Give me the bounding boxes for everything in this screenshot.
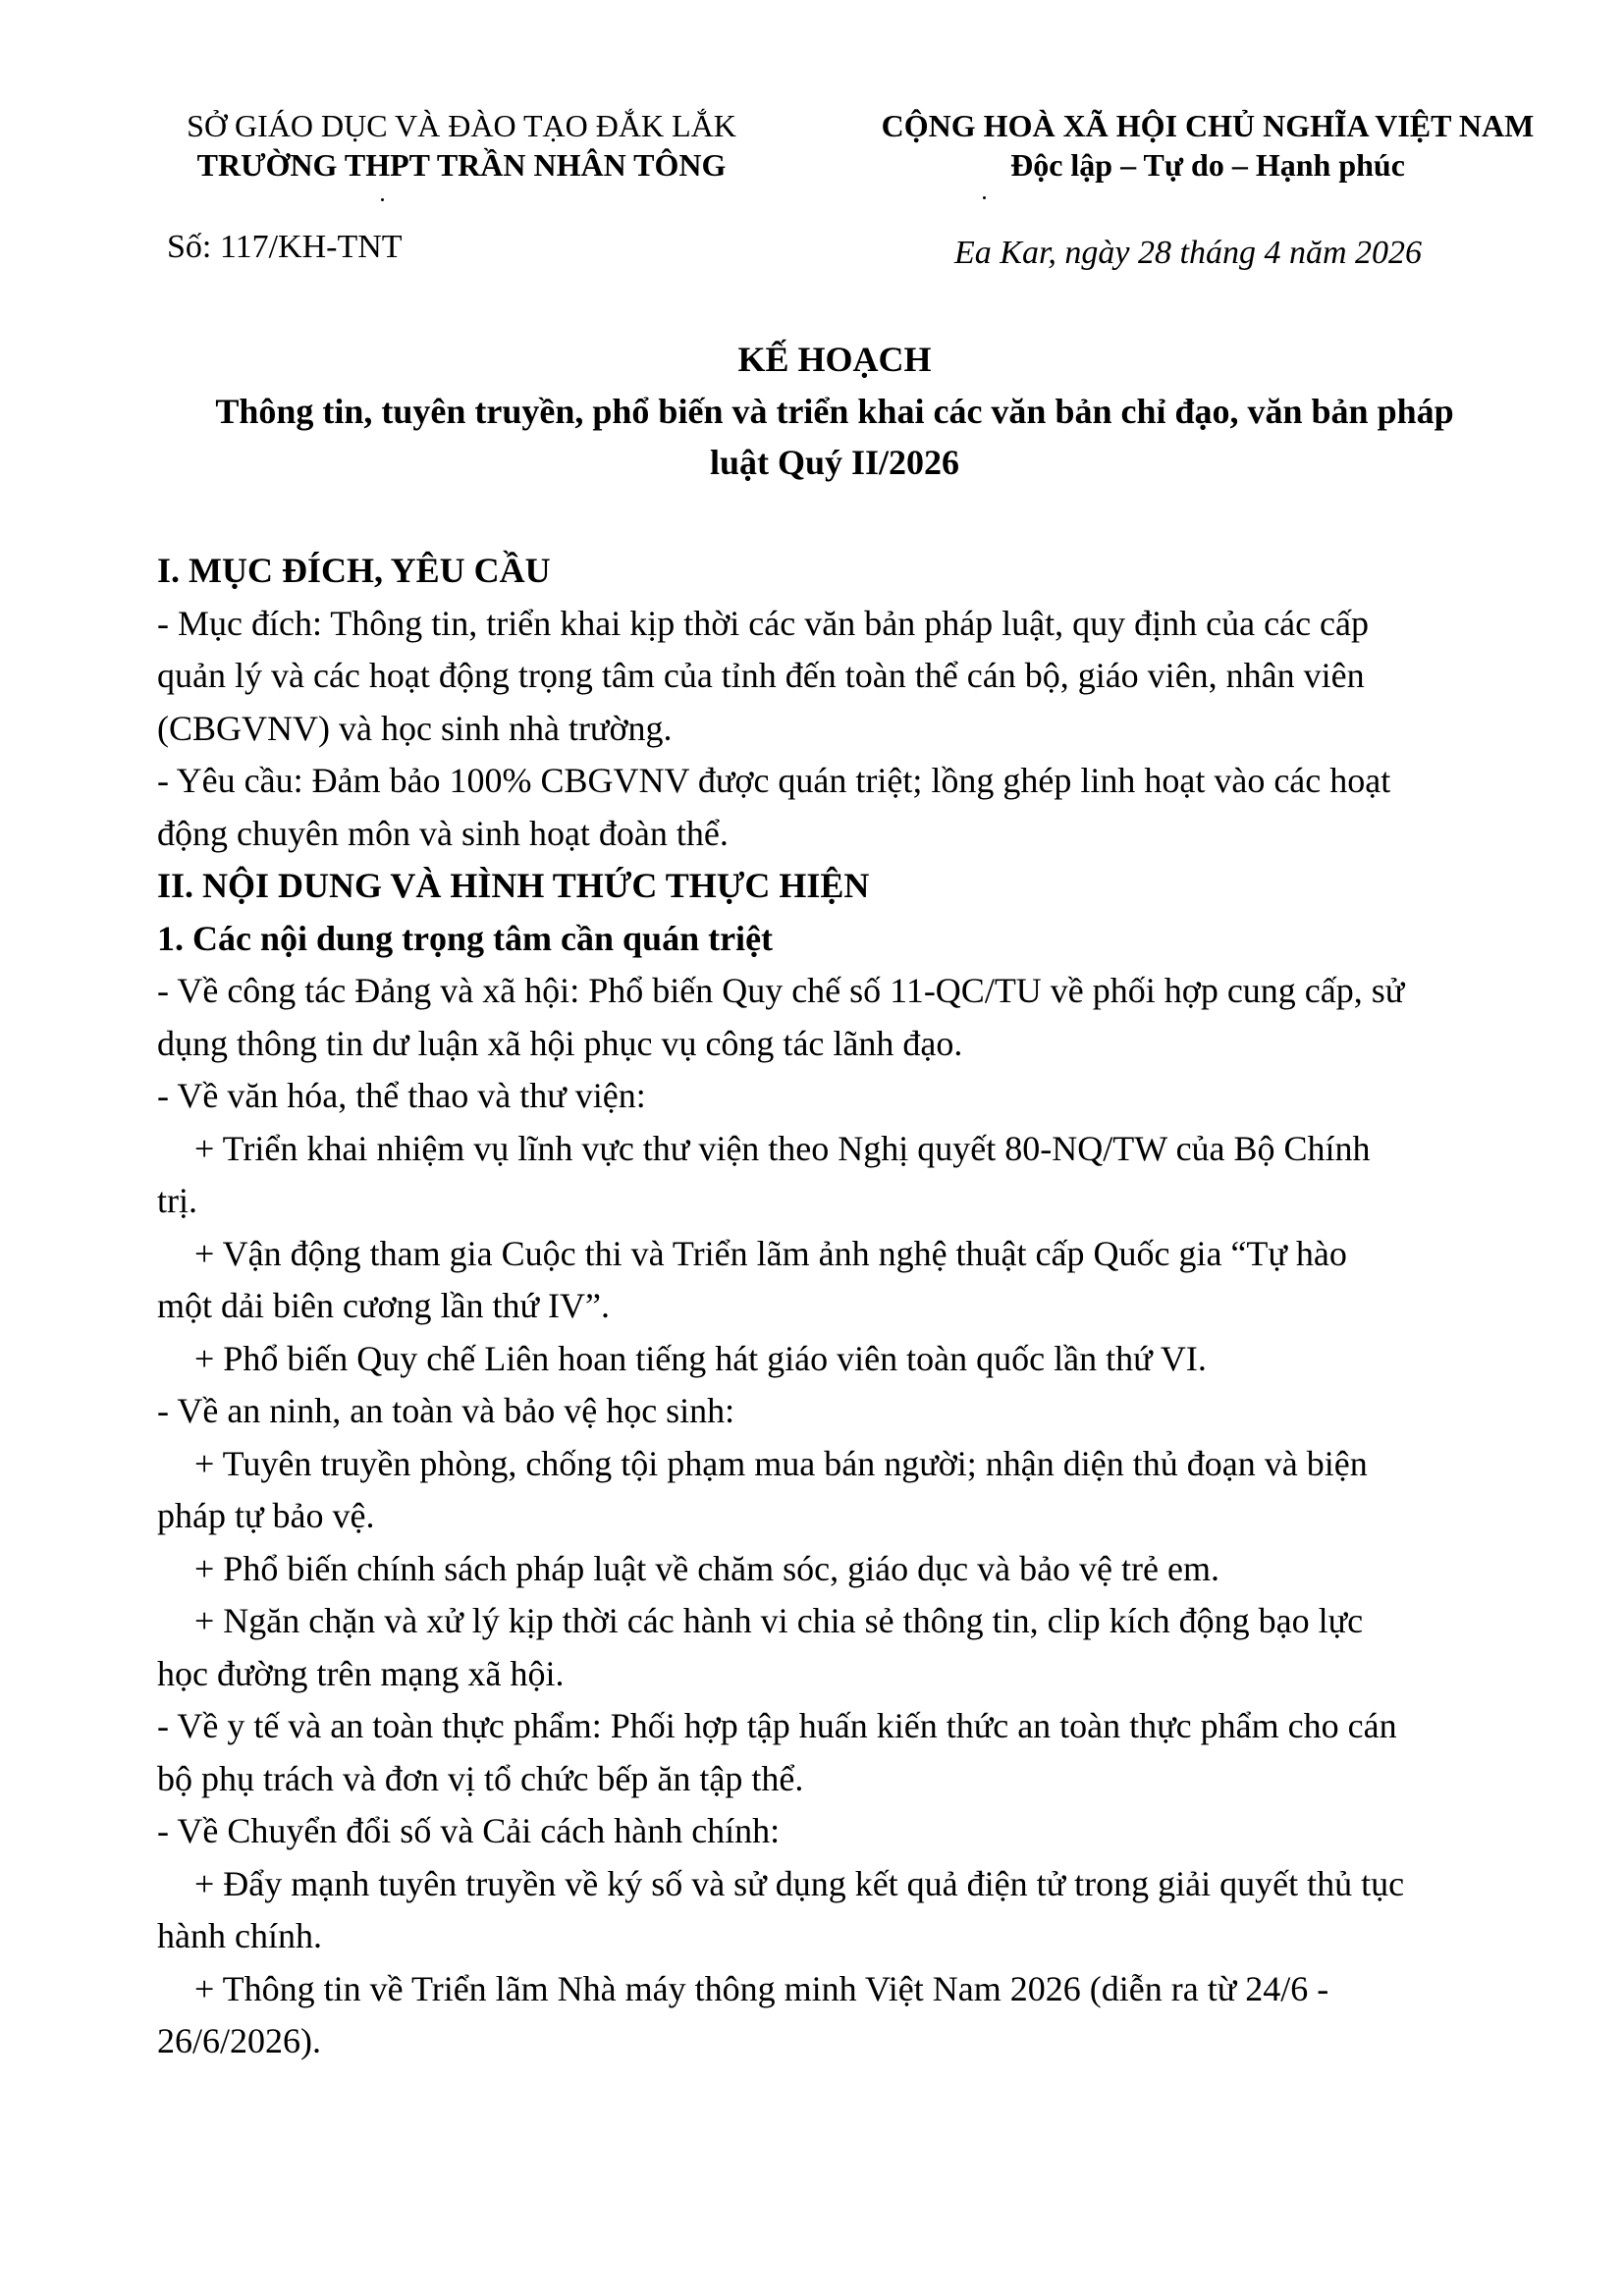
place-and-date: Ea Kar, ngày 28 tháng 4 năm 2026 [954,235,1422,271]
document-number: Số: 117/KH-TNT [167,229,403,265]
body-line: - Về y tế và an toàn thực phẩm: Phối hợp tập huấn kiến thức an toàn thực phẩm cho cán [157,1706,1397,1745]
body-line: - Về văn hóa, thể thao và thư viện: [157,1076,646,1115]
body-line: pháp tự bảo vệ. [157,1496,375,1535]
bullet-line: + Đẩy mạnh tuyên truyền về ký số và sử dụng kết quả điện tử trong giải quyết thủ tục [194,1863,1405,1903]
body-line: - Về công tác Đảng và xã hội: Phổ biến Quy chế số 11-QC/TU về phối hợp cung cấp, sử [157,971,1405,1010]
body-line: 26/6/2026). [157,2021,321,2060]
bullet-line: + Phổ biến chính sách pháp luật về chăm sóc, giáo dục và bảo vệ trẻ em. [194,1548,1219,1588]
body-line: - Yêu cầu: Đảm bảo 100% CBGVNV được quán triệt; lồng ghép linh hoạt vào các hoạt [157,761,1391,800]
body-line: dụng thông tin dư luận xã hội phục vụ công tác lãnh đạo. [157,1023,963,1063]
body-line: - Về Chuyển đổi số và Cải cách hành chính: [157,1811,781,1850]
body-line: bộ phụ trách và đơn vị tổ chức bếp ăn tập thể. [157,1758,804,1798]
bullet-line: + Triển khai nhiệm vụ lĩnh vực thư viện theo Nghị quyết 80-NQ/TW của Bộ Chính [194,1128,1371,1168]
body-line: - Mục đích: Thông tin, triển khai kịp thời các văn bản pháp luật, quy định của các cấp [157,603,1370,643]
bullet-line: + Tuyên truyền phòng, chống tội phạm mua bán người; nhận diện thủ đoạn và biện [194,1443,1368,1483]
title-line: luật Quý II/2026 [709,443,960,482]
subsection-heading: 1. Các nội dung trọng tâm cần quán triệt [157,918,774,958]
body-line: động chuyên môn và sinh hoạt đoàn thể. [157,813,729,853]
document-title [157,334,1512,489]
body-line: quản lý và các hoạt động trọng tâm của tỉnh đến toàn thể cán bộ, giáo viên, nhân viên [157,656,1365,695]
bullet-line: + Ngăn chặn và xử lý kịp thời các hành vi chia sẻ thông tin, clip kích động bạo lực [194,1601,1364,1640]
section-heading: I. MỤC ĐÍCH, YÊU CẦU [157,551,551,590]
bullet-line: + Phổ biến Quy chế Liên hoan tiếng hát giáo viên toàn quốc lần thứ VI. [194,1338,1207,1378]
document-body [157,545,1522,2068]
separator-dot [381,198,384,201]
bullet-line: + Thông tin về Triển lãm Nhà máy thông minh Việt Nam 2026 (diễn ra từ 24/6 - [194,1968,1329,2008]
body-line: hành chính. [157,1916,322,1955]
section-heading: II. NỘI DUNG VÀ HÌNH THỨC THỰC HIỆN [157,866,870,905]
separator-dot [983,196,986,199]
school-name: TRƯỜNG THPT TRẦN NHÂN TÔNG [196,147,727,183]
bullet-line: + Vận động tham gia Cuộc thi và Triển lãm ảnh nghệ thuật cấp Quốc gia “Tự hào [194,1233,1347,1273]
body-line: học đường trên mạng xã hội. [157,1653,565,1693]
national-motto: Độc lập – Tự do – Hạnh phúc [1010,147,1405,183]
body-line: trị. [157,1181,197,1220]
agency-name: SỞ GIÁO DỤC VÀ ĐÀO TẠO ĐẮK LẮK [187,108,736,143]
body-line: một dải biên cương lần thứ IV”. [157,1286,610,1325]
title-line: Thông tin, tuyên truyền, phổ biến và triển khai các văn bản chỉ đạo, văn bản pháp [215,391,1454,431]
national-title: CỘNG HOÀ XÃ HỘI CHỦ NGHĨA VIỆT NAM [881,108,1535,143]
body-line: (CBGVNV) và học sinh nhà trường. [157,708,673,748]
body-line: - Về an ninh, an toàn và bảo vệ học sinh: [157,1391,735,1430]
title-line: KẾ HOẠCH [737,340,932,379]
